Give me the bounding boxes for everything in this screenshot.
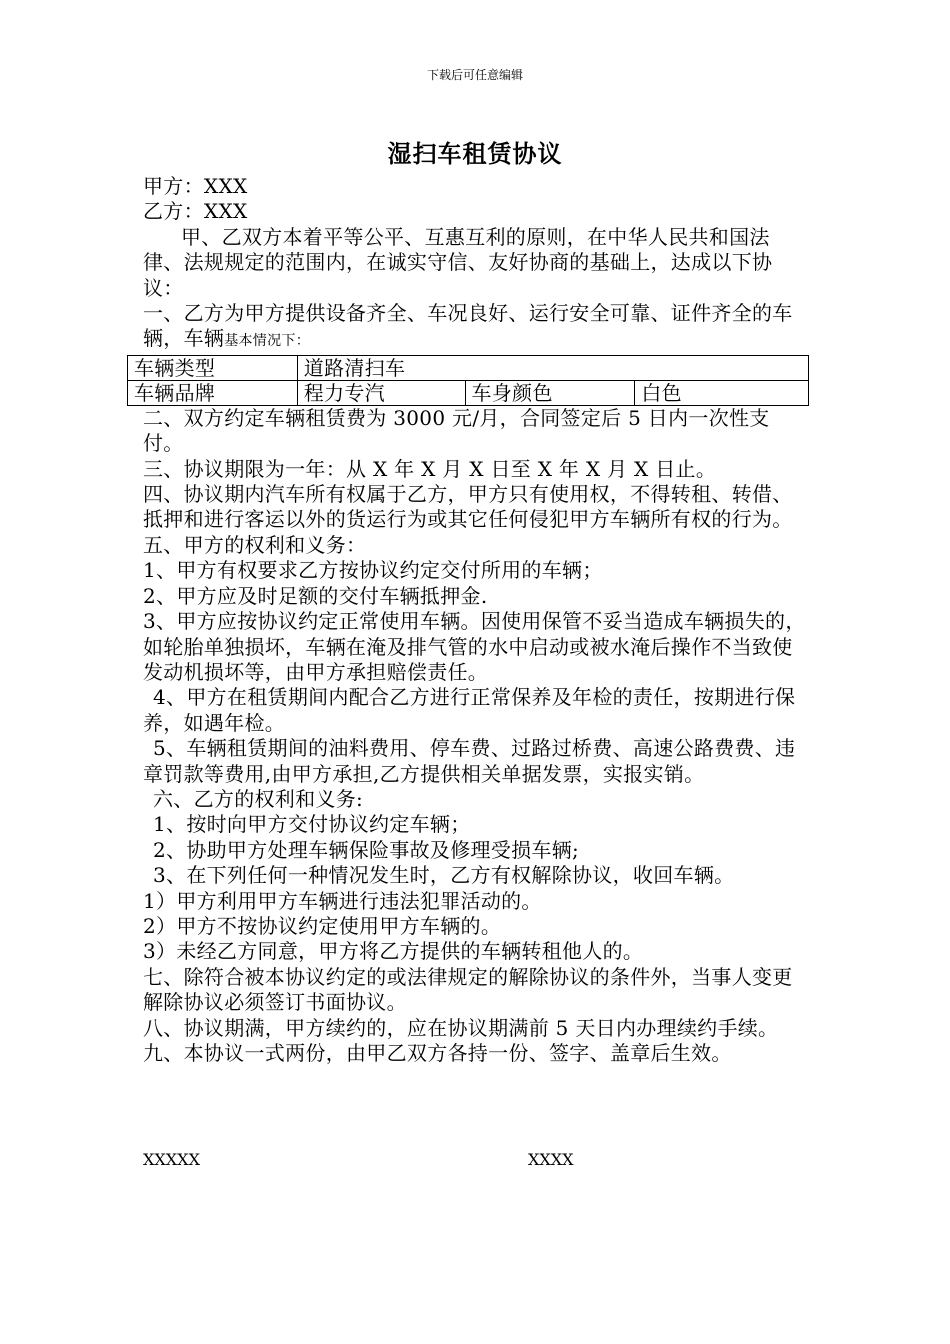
signature-party-b: XXXX [528, 1150, 574, 1169]
signature-party-a: XXXXX [143, 1150, 200, 1169]
agreement-body [134, 174, 809, 1066]
party-b: 乙方：XXX [143, 199, 248, 224]
clause-1-small: 基本情况下： [224, 333, 311, 350]
clause-5-item: 3、甲方应按协议约定正常使用车辆。因使用保管不妥当造成车辆损失的，如轮胎单独损坏，车辆在淹及排气管的水中启动或被水淹后操作不当致使发动机损坏等，由甲方承担赔偿责任。 [143, 609, 806, 684]
clause-2: 二、双方约定车辆租赁费为 3000 元/月，合同签定后 5 日内一次性支付。 [143, 405, 770, 456]
vehicle-brand-label: 车辆品牌 [128, 380, 298, 405]
party-a: 甲方：XXX [143, 174, 248, 198]
clause-8: 八、协议期满，甲方续约的，应在协议期满前 5 天日内办理续约手续。 [143, 1015, 779, 1040]
header-note: 下载后可任意编辑 [426, 68, 523, 82]
vehicle-color-label: 车身颜色 [465, 380, 635, 405]
vehicle-brand-value: 程力专汽 [297, 380, 465, 405]
vehicle-info-table [127, 355, 809, 406]
vehicle-type-value: 道路清扫车 [297, 355, 808, 380]
table-row [128, 380, 809, 405]
clause-6-subitem: 3）未经乙方同意，甲方将乙方提供的车辆转租他人的。 [143, 939, 644, 964]
clause-6-item: 2、协助甲方处理车辆保险事故及修理受损车辆; [153, 837, 580, 862]
vehicle-color-value: 白色 [635, 380, 809, 405]
clause-4: 四、协议期内汽车所有权属于乙方，甲方只有使用权，不得转租、转借、抵押和进行客运以外的货运行为或其它任何侵犯甲方车辆所有权的行为。 [143, 482, 793, 532]
vehicle-type-label: 车辆类型 [128, 355, 298, 380]
clause-1-main: 一、乙方为甲方提供设备齐全、车况良好、运行安全可靠、证件齐全的车辆，车辆 [143, 301, 793, 351]
table-row [128, 355, 809, 380]
clause-5-item: 4、甲方在租赁期间内配合乙方进行正常保养及年检的责任，按期进行保养，如遇年检。 [143, 685, 796, 735]
clause-7: 七、除符合被本协议约定的或法律规定的解除协议的条件外，当事人变更解除协议必须签订书面协议。 [143, 964, 793, 1015]
clause-5-item: 5、车辆租赁期间的油料费用、停车费、过路过桥费、高速公路费费、违章罚款等费用,由甲方承担,乙方提供相关单据发票，实报实销。 [143, 736, 796, 786]
document-title: 湿扫车租赁协议 [387, 139, 563, 168]
clause-5-title: 五、甲方的权利和义务： [143, 532, 367, 557]
clause-3: 三、协议期限为一年：从 X 年 X 月 X 日至 X 年 X 月 X 日止。 [143, 456, 717, 481]
clause-6-title: 六、乙方的权利和义务: [153, 786, 364, 811]
clause-6-subitem: 2）甲方不按协议约定使用甲方车辆的。 [143, 913, 502, 938]
clause-6-item: 3、在下列任何一种情况发生时，乙方有权解除协议，收回车辆。 [153, 863, 735, 888]
clause-9: 九、本协议一式两份，由甲乙双方各持一份、签字、盖章后生效。 [143, 1041, 732, 1065]
intro-paragraph: 甲、乙双方本着平等公平、互惠互利的原则，在中华人民共和国法律、法规规定的范围内，在诚实守信、友好协商的基础上，达成以下协议： [143, 224, 773, 300]
clause-6-item: 1、按时向甲方交付协议约定车辆； [153, 812, 471, 837]
clause-5-item: 1、甲方有权要求乙方按协议约定交付所用的车辆； [143, 558, 603, 583]
clause-6-subitem: 1）甲方利用甲方车辆进行违法犯罪活动的。 [143, 888, 542, 913]
clause-1 [143, 301, 809, 355]
clause-5-item: 2、甲方应及时足额的交付车辆抵押金. [143, 583, 488, 608]
